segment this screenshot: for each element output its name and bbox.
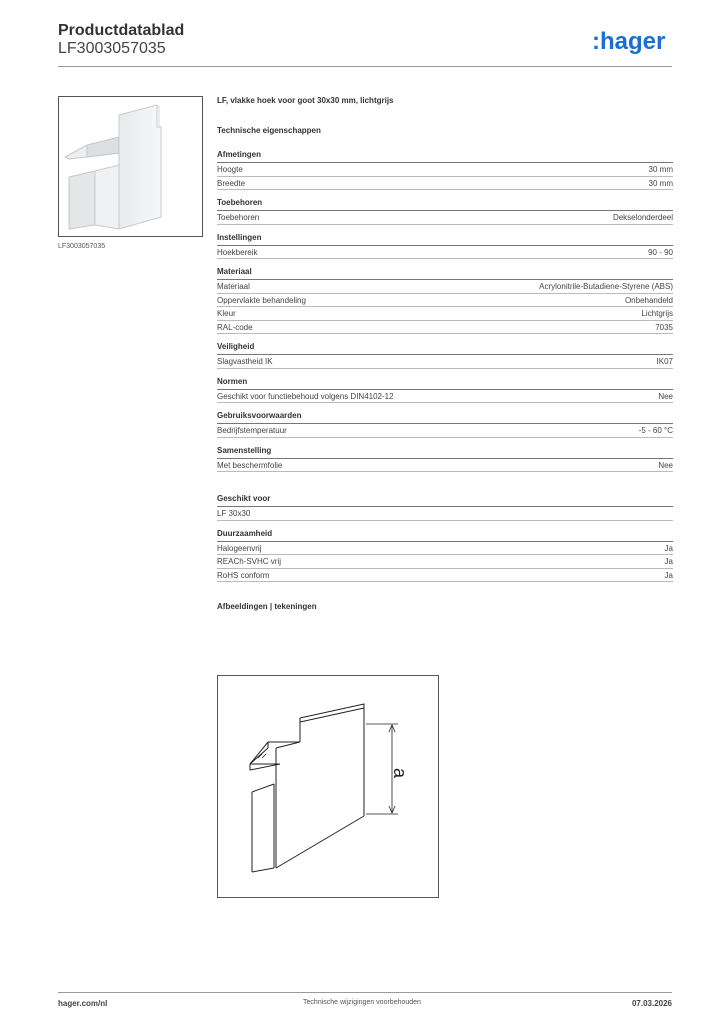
- spec-group-gebruiksvoorwaarden: [217, 411, 673, 438]
- spec-value: 90 - 90: [648, 247, 673, 257]
- spec-label: REACh-SVHC vrij: [217, 557, 282, 566]
- spec-group-geschikt-voor: [217, 494, 673, 521]
- spec-group-duurzaamheid: [217, 529, 673, 583]
- dimension-label: a: [390, 768, 410, 779]
- spec-value: Ja: [664, 570, 673, 580]
- group-title: Instellingen: [217, 233, 673, 246]
- group-title: Gebruiksvoorwaarden: [217, 411, 673, 424]
- spec-value: Ja: [664, 543, 673, 553]
- spec-value: Dekselonderdeel: [612, 213, 673, 222]
- spec-value: Lichtgrijs: [641, 309, 673, 318]
- spec-value: Nee: [658, 460, 673, 470]
- spec-row: [217, 163, 673, 177]
- spec-value: 7035: [655, 322, 673, 332]
- group-title: Materiaal: [217, 267, 673, 280]
- spec-label: Geschikt voor functiebehoud volgens DIN4102-12: [217, 391, 394, 401]
- spec-row: [217, 542, 673, 556]
- spec-label: Halogeenvrij: [217, 543, 262, 553]
- group-title: Samenstelling: [217, 446, 673, 459]
- footer-website[interactable]: hager.com/nl: [58, 999, 108, 1008]
- spec-group-samenstelling: [217, 446, 673, 473]
- spec-row: [217, 459, 673, 473]
- spec-group-normen: [217, 377, 673, 404]
- product-thumbnail: [58, 96, 203, 237]
- spec-row: [217, 507, 673, 521]
- spec-label: Materiaal: [217, 282, 250, 291]
- spec-value: 30 mm: [648, 165, 673, 174]
- spec-label: LF 30x30: [217, 509, 251, 518]
- group-title: Veiligheid: [217, 342, 673, 355]
- product-photo: [59, 97, 202, 236]
- spec-value: IK07: [656, 357, 673, 366]
- spec-row: [217, 555, 673, 569]
- spec-row: [217, 390, 673, 404]
- header-divider: [58, 66, 672, 67]
- group-title: Geschikt voor: [217, 494, 673, 507]
- spec-label: Breedte: [217, 178, 246, 188]
- group-title: Normen: [217, 377, 673, 390]
- spec-value: Onbehandeld: [624, 295, 673, 305]
- logo-text: :hager: [592, 28, 666, 55]
- spec-label: Bedrijfstemperatuur: [217, 426, 287, 435]
- spec-row: [217, 246, 673, 260]
- spec-group-veiligheid: [217, 342, 673, 369]
- spec-label: Slagvastheid IK: [217, 357, 273, 366]
- spec-label: RAL-code: [217, 322, 253, 332]
- spec-row: [217, 211, 673, 225]
- product-code: LF3003057035: [58, 40, 166, 57]
- spec-value: 30 mm: [648, 178, 673, 188]
- spec-row: [217, 424, 673, 438]
- spec-row: [217, 307, 673, 321]
- footer-date: 07.03.2026: [631, 999, 672, 1008]
- spec-label: Oppervlakte behandeling: [217, 295, 306, 305]
- tech-heading: Technische eigenschappen: [217, 126, 321, 135]
- spec-value: -5 - 60 °C: [638, 426, 673, 435]
- spec-value: Nee: [658, 391, 673, 401]
- hager-logo: [592, 27, 674, 55]
- product-title: LF, vlakke hoek voor goot 30x30 mm, lichtgrijs: [217, 96, 394, 105]
- spec-value: Acrylonitrile-Butadiene-Styrene (ABS): [539, 282, 673, 291]
- group-title: Toebehoren: [217, 198, 673, 211]
- technical-drawing: [217, 675, 439, 898]
- group-title: Duurzaamheid: [217, 529, 673, 542]
- spec-group-afmetingen: [217, 150, 673, 190]
- spec-label: Met beschermfolie: [217, 460, 283, 470]
- spec-row: [217, 280, 673, 294]
- spec-label: RoHS conform: [217, 570, 270, 580]
- drawing-svg: [218, 676, 438, 897]
- footer-divider: [58, 992, 672, 993]
- spec-row: [217, 355, 673, 369]
- spec-group-materiaal: [217, 267, 673, 334]
- thumbnail-caption: LF3003057035: [58, 243, 106, 250]
- spec-row: [217, 294, 673, 308]
- spec-value: Ja: [664, 557, 673, 566]
- group-title: Afmetingen: [217, 150, 673, 163]
- spec-label: Toebehoren: [217, 213, 260, 222]
- spec-group-instellingen: [217, 233, 673, 260]
- spec-group-toebehoren: [217, 198, 673, 225]
- spec-content: [217, 96, 673, 616]
- spec-label: Hoekbereik: [217, 247, 258, 257]
- images-heading: Afbeeldingen | tekeningen: [217, 602, 317, 611]
- spec-row: [217, 569, 673, 583]
- page-title: Productdatablad: [58, 22, 185, 39]
- spec-row: [217, 177, 673, 191]
- spec-row: [217, 321, 673, 335]
- spec-label: Kleur: [217, 309, 236, 318]
- spec-label: Hoogte: [217, 165, 243, 174]
- footer-disclaimer: Technische wijzigingen voorbehouden: [303, 999, 421, 1006]
